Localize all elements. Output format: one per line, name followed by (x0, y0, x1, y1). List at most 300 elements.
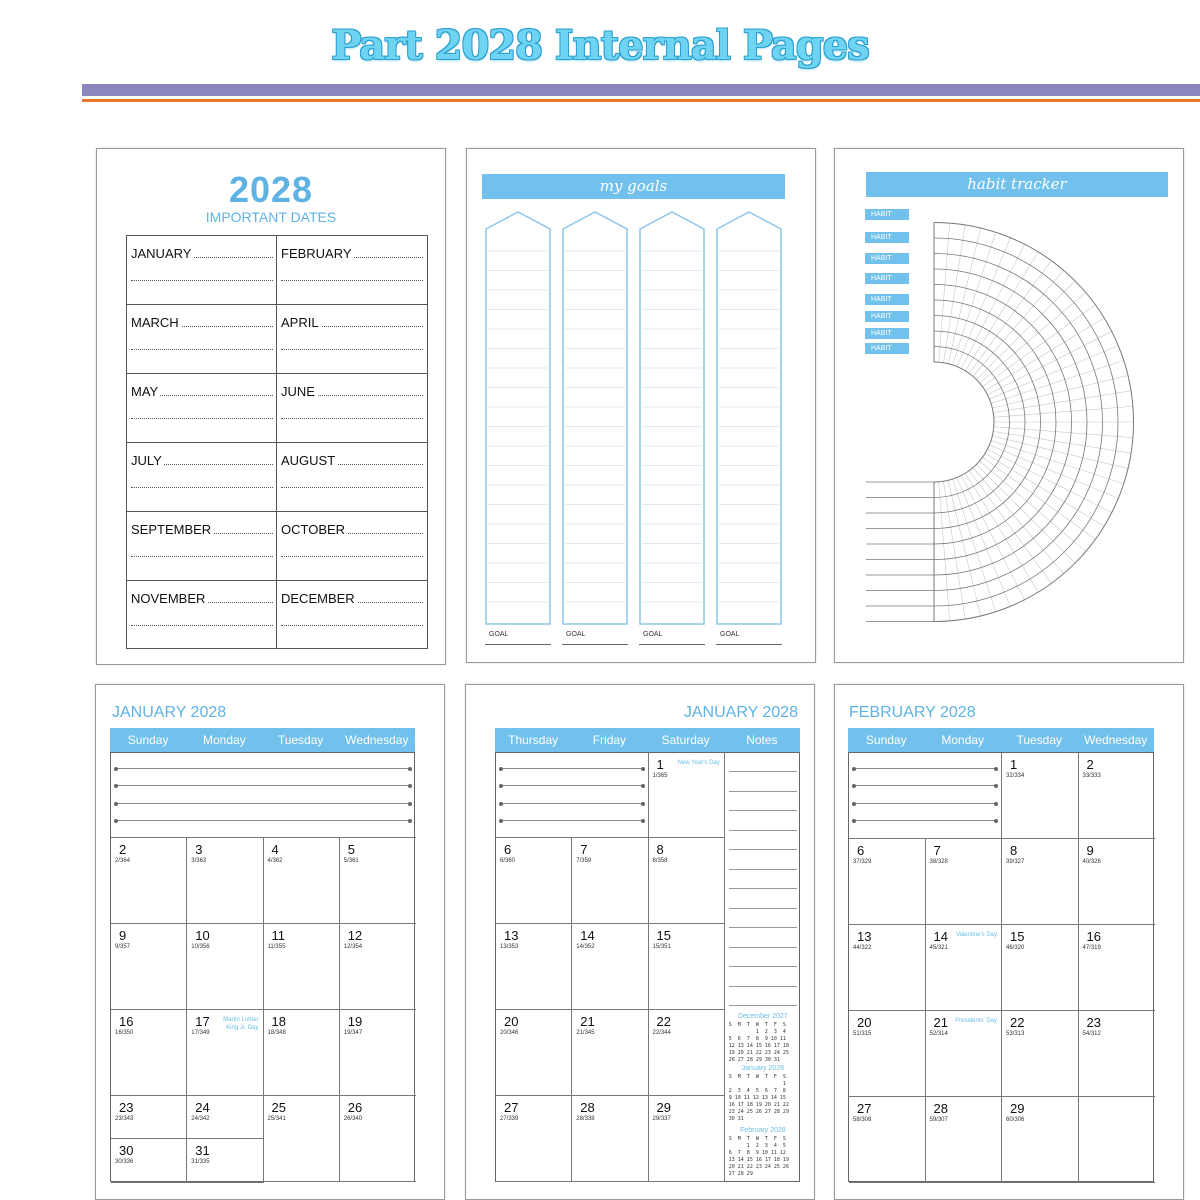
line-dot (994, 784, 998, 788)
day-cell (572, 1010, 648, 1096)
month-label: DECEMBER (281, 591, 355, 606)
note-line (855, 785, 996, 786)
day-number: 21 (580, 1014, 595, 1029)
day-count: 46/320 (1006, 945, 1025, 951)
weekday-header (495, 728, 800, 752)
day-number: 13 (504, 928, 519, 943)
line-dot (852, 767, 856, 771)
note-line (855, 768, 996, 769)
habit-tracker-page (834, 148, 1184, 663)
month-cell (277, 236, 427, 305)
day-count: 21/345 (576, 1030, 595, 1036)
day-count: 14/352 (576, 944, 595, 950)
day-cell (187, 1139, 263, 1183)
line-dot (499, 819, 503, 823)
line-dot (641, 784, 645, 788)
day-cell (926, 925, 1003, 1011)
line-dot (408, 767, 412, 771)
weekday-label: Wednesday (1084, 733, 1148, 747)
day-count: 22/344 (652, 1030, 671, 1036)
month-label: NOVEMBER (131, 591, 206, 606)
goal-label: GOAL (643, 631, 663, 638)
month-label: MAY (131, 384, 159, 399)
weekday-label: Monday (203, 733, 246, 747)
day-number: 2 (1086, 757, 1094, 772)
habit-arc-grid (835, 149, 1185, 664)
dotted-line (281, 280, 423, 281)
goal-pencil-outline (716, 211, 782, 625)
month-cell (127, 374, 277, 443)
mini-calendar-title: January 2028 (741, 1065, 785, 1072)
day-cell (1002, 839, 1079, 925)
day-cell (849, 753, 1002, 839)
notes-line (729, 849, 797, 850)
day-number: 18 (271, 1014, 286, 1029)
day-number: 6 (857, 843, 865, 858)
day-number: 28 (933, 1101, 948, 1116)
day-cell (496, 924, 572, 1010)
habit-tag: HABIT (865, 253, 909, 264)
line-dot (641, 819, 645, 823)
note-line (502, 785, 643, 786)
note-line (117, 803, 410, 804)
day-count: 39/327 (1006, 859, 1025, 865)
line-dot (852, 802, 856, 806)
goal-label: GOAL (566, 631, 586, 638)
january-calendar-left-page (95, 684, 445, 1200)
day-number: 29 (656, 1100, 671, 1115)
notes-line (729, 947, 797, 948)
weekday-header (848, 728, 1154, 752)
day-cell (1002, 925, 1079, 1011)
day-cell (340, 838, 416, 924)
line-dot (499, 784, 503, 788)
day-cell (926, 1011, 1003, 1097)
month-label: FEBRUARY (281, 246, 352, 261)
notes-line (729, 830, 797, 831)
line-dot (641, 802, 645, 806)
habit-tag: HABIT (865, 273, 909, 284)
day-number: 22 (1010, 1015, 1025, 1030)
day-cell (849, 1097, 926, 1183)
month-label: SEPTEMBER (131, 522, 212, 537)
day-number: 2 (119, 842, 127, 857)
day-cell (340, 1096, 416, 1182)
line-dot (641, 767, 645, 771)
weekday-label: Wednesday (345, 733, 409, 747)
goal-pencil-outline (639, 211, 705, 625)
goal-column (485, 211, 551, 625)
goals-page (466, 148, 816, 663)
day-cell (649, 924, 725, 1010)
day-cell (849, 1011, 926, 1097)
dotted-line (131, 280, 273, 281)
mini-calendar-grid: S M T W T F S 1 2 3 4 5 6 7 8 9 10 11 12 13 14 15 16 17 18 19 20 21 22 23 24 25 26 27 28 29 (728, 1136, 789, 1177)
month-label: OCTOBER (281, 522, 346, 537)
day-number: 30 (119, 1143, 134, 1158)
goal-pencil-outline (485, 211, 551, 625)
weekday-label: Sunday (127, 733, 169, 747)
dotted-line (131, 625, 273, 626)
day-count: 5/361 (343, 858, 359, 864)
weekday-header (110, 728, 415, 752)
day-cell (111, 924, 187, 1010)
goal-pencil-outline (562, 211, 628, 625)
month-cell (127, 305, 277, 374)
day-number: 10 (195, 928, 210, 943)
day-cell (111, 753, 416, 838)
notes-line (729, 966, 797, 967)
goal-label: GOAL (489, 631, 509, 638)
day-cell (496, 838, 572, 924)
day-cell (926, 839, 1003, 925)
note-line (117, 785, 410, 786)
day-cell (572, 1096, 648, 1182)
month-cell (127, 581, 277, 650)
day-number: 3 (195, 842, 203, 857)
notes-line (729, 908, 797, 909)
weekday-label: Friday (592, 733, 627, 747)
day-cell (111, 838, 187, 924)
day-count: 9/357 (115, 944, 131, 950)
month-cell (277, 443, 427, 512)
day-number: 11 (271, 928, 285, 943)
day-count: 17/349 (191, 1030, 210, 1036)
day-count: 33/333 (1082, 773, 1101, 779)
year-heading: 2028 (228, 169, 314, 210)
mini-calendar-grid: S M T W T F S 1 2 3 4 5 6 7 8 9 10 11 12 13 14 15 16 17 18 19 20 21 22 23 24 25 26 27 28 29 30 31 (728, 1022, 789, 1063)
day-count: 13/353 (500, 944, 519, 950)
line-dot (114, 784, 118, 788)
day-count: 30/336 (115, 1159, 134, 1165)
goal-column (562, 211, 628, 625)
line-dot (852, 784, 856, 788)
dotted-line (281, 418, 423, 419)
dotted-line (281, 487, 423, 488)
day-count: 54/312 (1082, 1031, 1101, 1037)
day-count: 12/354 (343, 944, 363, 950)
day-count: 29/337 (652, 1116, 671, 1122)
weekday-label: Tuesday (277, 733, 324, 747)
day-count: 18/348 (267, 1030, 286, 1036)
mini-calendar-title: December 2027 (737, 1013, 788, 1020)
day-count: 60/306 (1006, 1117, 1025, 1123)
purple-rule (82, 84, 1200, 96)
day-count: 31/335 (191, 1159, 210, 1165)
day-number: 5 (347, 842, 355, 857)
holiday-label: Martin Luther King Jr. Day (223, 1017, 259, 1031)
day-count: 45/321 (929, 945, 948, 951)
dotted-line (281, 349, 423, 350)
day-count: 20/346 (500, 1030, 519, 1036)
day-cell (926, 1097, 1003, 1183)
day-count: 40/326 (1082, 859, 1101, 865)
day-cell (496, 1010, 572, 1096)
holiday-label: Valentine's Day (955, 932, 997, 938)
day-number: 23 (1086, 1015, 1101, 1030)
day-count: 19/347 (343, 1030, 363, 1036)
day-cell (1002, 1097, 1079, 1183)
mini-calendar-grid: S M T W T F S 1 2 3 4 5 6 7 8 9 10 11 12 13 14 15 16 17 18 19 20 21 22 23 24 25 26 27 28 29 30 31 (728, 1074, 789, 1122)
line-dot (994, 819, 998, 823)
day-cell (264, 838, 340, 924)
day-number: 26 (347, 1100, 363, 1115)
calendar-grid (110, 752, 415, 1182)
day-number: 15 (1010, 929, 1025, 944)
month-cell (127, 512, 277, 581)
weekday-label: Saturday (661, 733, 710, 747)
day-cell (1079, 925, 1156, 1011)
month-label: JANUARY (131, 246, 192, 261)
calendar-grid (495, 752, 800, 1182)
dotted-line (131, 556, 273, 557)
weekday-label: Notes (746, 733, 778, 747)
day-number: 28 (580, 1100, 595, 1115)
day-cell (1002, 1011, 1079, 1097)
goal-underline (562, 644, 628, 645)
notes-line (729, 927, 797, 928)
line-dot (852, 819, 856, 823)
day-count: 4/362 (267, 858, 283, 864)
day-cell (649, 753, 725, 838)
notes-line (729, 1005, 797, 1006)
day-count: 37/329 (853, 859, 872, 865)
day-count: 47/319 (1082, 945, 1101, 951)
line-dot (499, 802, 503, 806)
day-count: 44/322 (853, 945, 872, 951)
day-cell (264, 1010, 340, 1096)
day-cell (187, 1010, 263, 1096)
day-number: 9 (119, 928, 127, 943)
day-number: 14 (580, 928, 595, 943)
day-cell (496, 1096, 572, 1182)
day-cell (1079, 753, 1156, 839)
day-number: 25 (271, 1100, 286, 1115)
line-dot (408, 819, 412, 823)
day-number: 1 (1010, 757, 1018, 772)
day-number: 29 (1010, 1101, 1025, 1116)
month-label: JULY (131, 453, 162, 468)
day-cell (572, 838, 648, 924)
day-number: 21 (933, 1015, 948, 1030)
note-line (855, 803, 996, 804)
day-cell (264, 1096, 340, 1182)
goal-underline (716, 644, 782, 645)
day-number: 6 (504, 842, 512, 857)
day-cell (187, 1096, 263, 1139)
month-title: JANUARY 2028 (683, 704, 798, 721)
month-label: JUNE (281, 384, 315, 399)
day-count: 10/356 (191, 944, 210, 950)
day-number: 16 (1086, 929, 1101, 944)
day-number: 20 (857, 1015, 872, 1030)
day-number: 8 (1010, 843, 1018, 858)
day-number: 23 (119, 1100, 134, 1115)
day-cell (649, 838, 725, 924)
day-cell (496, 753, 649, 838)
day-cell (187, 838, 263, 924)
goal-column (716, 211, 782, 625)
february-calendar-page (834, 684, 1184, 1200)
notes-line (729, 791, 797, 792)
notes-line (729, 810, 797, 811)
month-label: MARCH (131, 315, 179, 330)
day-count: 28/338 (576, 1116, 595, 1122)
month-title: FEBRUARY 2028 (849, 704, 976, 721)
habit-tag: HABIT (865, 343, 909, 354)
habit-tag: HABIT (865, 209, 909, 220)
day-number: 24 (195, 1100, 210, 1115)
day-number: 7 (933, 843, 941, 858)
day-count: 52/314 (929, 1031, 948, 1037)
day-cell (1002, 753, 1079, 839)
day-number: 27 (504, 1100, 519, 1115)
line-dot (994, 802, 998, 806)
habit-tracker-header: habit tracker (866, 172, 1168, 197)
day-count: 7/359 (576, 858, 592, 864)
day-count: 23/343 (115, 1116, 134, 1122)
line-dot (408, 784, 412, 788)
day-cell (849, 925, 926, 1011)
day-cell (1079, 1011, 1156, 1097)
notes-line (729, 869, 797, 870)
january-calendar-right-page (465, 684, 815, 1200)
day-number: 7 (580, 842, 588, 857)
notes-column (725, 753, 801, 1181)
month-cell (277, 581, 427, 650)
important-dates-subtitle: IMPORTANT DATES (205, 209, 337, 225)
goal-column (639, 211, 705, 625)
note-line (502, 820, 643, 821)
day-count: 11/355 (267, 944, 286, 950)
weekday-label: Sunday (865, 733, 907, 747)
weekday-label: Tuesday (1016, 733, 1063, 747)
day-number: 13 (857, 929, 872, 944)
habit-tag: HABIT (865, 311, 909, 322)
day-count: 51/315 (853, 1031, 872, 1037)
day-cell (649, 1010, 725, 1096)
month-cell (277, 512, 427, 581)
day-number: 20 (504, 1014, 519, 1029)
dotted-line (281, 556, 423, 557)
holiday-label: Presidents' Day (955, 1018, 997, 1024)
weekday-label: Monday (941, 733, 985, 747)
line-dot (114, 819, 118, 823)
day-cell (649, 1096, 725, 1182)
day-count: 27/339 (500, 1116, 519, 1122)
day-number: 12 (347, 928, 363, 943)
day-number: 22 (656, 1014, 671, 1029)
day-count: 1/365 (652, 773, 668, 779)
day-count: 53/313 (1006, 1031, 1025, 1037)
day-cell (572, 924, 648, 1010)
goals-header: my goals (482, 174, 785, 199)
day-number: 19 (347, 1014, 363, 1029)
day-count: 8/358 (652, 858, 668, 864)
dotted-line (131, 418, 273, 419)
habit-tag: HABIT (865, 328, 909, 339)
month-label: APRIL (281, 315, 319, 330)
day-count: 32/334 (1006, 773, 1025, 779)
month-label: AUGUST (281, 453, 336, 468)
day-count: 3/363 (191, 858, 207, 864)
notes-line (729, 771, 797, 772)
day-count: 2/364 (115, 858, 131, 864)
day-count: 58/308 (853, 1117, 872, 1123)
day-number: 27 (857, 1101, 872, 1116)
day-cell (111, 1010, 187, 1096)
month-cell (127, 443, 277, 512)
line-dot (408, 802, 412, 806)
banner-title: Part 2028 Internal Pages (331, 22, 869, 69)
day-count: 16/350 (115, 1030, 134, 1036)
note-line (855, 820, 996, 821)
note-line (502, 803, 643, 804)
note-line (117, 820, 410, 821)
mini-calendar-title: February 2028 (740, 1127, 786, 1134)
day-cell (187, 924, 263, 1010)
day-cell (1079, 1097, 1156, 1183)
habit-tag: HABIT (865, 232, 909, 243)
day-number: 15 (656, 928, 671, 943)
day-count: 25/341 (267, 1116, 286, 1122)
month-cell (277, 374, 427, 443)
day-count: 6/360 (500, 858, 516, 864)
orange-rule (82, 99, 1200, 102)
day-count: 38/328 (929, 859, 948, 865)
day-number: 31 (195, 1143, 210, 1158)
day-number: 14 (933, 929, 948, 944)
day-cell (111, 1139, 187, 1183)
dotted-line (131, 349, 273, 350)
month-cell (277, 305, 427, 374)
holiday-label: New Year's Day (677, 760, 720, 766)
line-dot (499, 767, 503, 771)
notes-line (729, 888, 797, 889)
day-cell (264, 924, 340, 1010)
day-cell (849, 839, 926, 925)
day-number: 16 (119, 1014, 134, 1029)
goal-label: GOAL (720, 631, 740, 638)
day-cell (111, 1096, 187, 1139)
goal-underline (485, 644, 551, 645)
day-count: 26/340 (343, 1116, 363, 1122)
weekday-label: Thursday (508, 733, 559, 747)
important-dates-page (96, 148, 446, 665)
day-number: 4 (271, 842, 279, 857)
day-number: 8 (656, 842, 664, 857)
line-dot (114, 802, 118, 806)
day-cell (340, 1010, 416, 1096)
month-cell (127, 236, 277, 305)
note-line (502, 768, 643, 769)
day-count: 24/342 (191, 1116, 210, 1122)
day-cell (1079, 839, 1156, 925)
day-count: 15/351 (652, 944, 671, 950)
goal-underline (639, 644, 705, 645)
habit-tag: HABIT (865, 294, 909, 305)
dotted-line (131, 487, 273, 488)
day-number: 17 (195, 1014, 210, 1029)
line-dot (114, 767, 118, 771)
day-number: 9 (1086, 843, 1094, 858)
day-count: 59/307 (929, 1117, 948, 1123)
calendar-grid (848, 752, 1154, 1182)
line-dot (994, 767, 998, 771)
dotted-line (281, 625, 423, 626)
note-line (117, 768, 410, 769)
notes-line (729, 986, 797, 987)
